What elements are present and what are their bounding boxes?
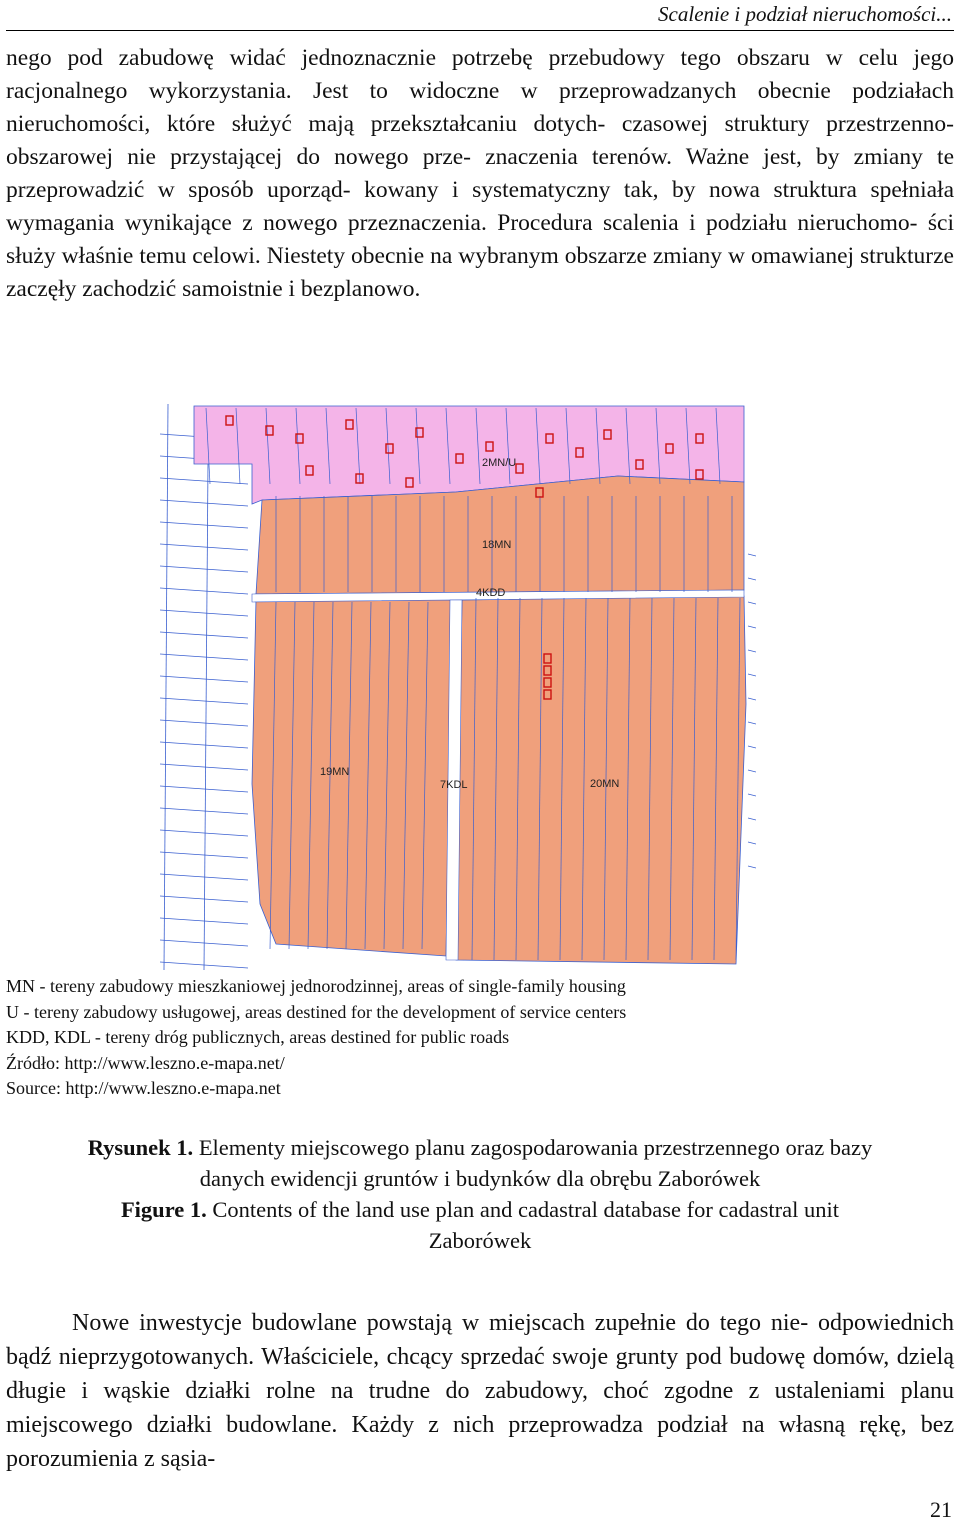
paragraph-line: ści służy właśnie temu celowi. Niestety obecnie na wybranym obszarze zmiany: [6, 210, 954, 269]
caption-label: Rysunek 1.: [87, 1135, 194, 1160]
paragraph-line: nego pod zabudowę widać jednoznacznie potrzebę przebudowy tego obszaru: [6, 45, 810, 71]
paragraph-line: kowany i systematyczny tak, by nowa struktura spełniała wymagania: [6, 177, 955, 236]
legend-line: Source: http://www.leszno.e-mapa.net: [6, 1078, 281, 1098]
paragraph-line: Nowe inwestycje budowlane powstają w miejscach zupełnie do tego nie-: [72, 1310, 809, 1336]
paragraph-line: Każdy z nich przeprowadza podział na własną rękę, bez porozumienia z sąsia-: [6, 1412, 954, 1472]
paragraph-line: wynikające z nowego przeznaczenia. Procedura scalenia i podziału nieruchomo-: [124, 210, 918, 236]
figure-caption-en: [6, 1194, 954, 1256]
paragraph-line: zabudowy, choć zgodne z ustaleniami planu miejscowego działki budowlane.: [6, 1378, 955, 1438]
paragraph-line: obecnie podziałach nieruchomości, które służyć mają przekształcaniu dotych-: [6, 78, 954, 137]
caption-text: Elementy miejscowego planu zagospodarowania przestrzennego oraz bazy: [193, 1135, 873, 1160]
caption-label: Figure 1.: [120, 1197, 207, 1222]
map-legend: [6, 974, 626, 1102]
caption-text: Contents of the land use plan and cadastral database for cadastral unit: [206, 1197, 840, 1222]
map-zone-label: 2MN/U: [482, 457, 517, 469]
caption-text: Zaborówek: [428, 1228, 532, 1253]
paragraph-line: czasowej struktury przestrzenno-obszarowej nie przystającej do nowego prze-: [6, 111, 954, 170]
legend-line: U - tereny zabudowy usługowej, areas destined for the development of service centers: [6, 1001, 627, 1022]
legend-line: KDD, KDL - tereny dróg publicznych, areas destined for public roads: [6, 1027, 510, 1047]
header-rule: [6, 30, 954, 31]
caption-text: danych ewidencji gruntów i budynków dla obrębu Zaborówek: [199, 1166, 761, 1191]
paragraph-2: [6, 1306, 954, 1476]
legend-line: MN - tereny zabudowy mieszkaniowej jednorodzinnej, areas of single-family housing: [6, 976, 626, 996]
paragraph-1: [6, 42, 954, 306]
legend-line: Źródło: http://www.leszno.e-mapa.net/: [6, 1052, 285, 1073]
paragraph-line: w celu jego racjonalnego wykorzystania. Jest to widoczne w przeprowadzanych: [6, 45, 955, 104]
map-zone-label: 19MN: [320, 766, 350, 778]
paragraph-line: odpowiednich bądź nieprzygotowanych. Właściciele, chcący sprzedać swoje: [6, 1310, 955, 1370]
running-header: Scalenie i podział nieruchomości...: [658, 2, 952, 26]
land-use-map: [156, 404, 756, 970]
housing-zone-19mn: [252, 600, 452, 956]
figure-caption-pl: [6, 1132, 954, 1194]
map-zone-label: 4KDD: [476, 587, 506, 599]
paragraph-line: w omawianej strukturze zaczęły zachodzić samoistnie i bezplanowo.: [6, 243, 954, 302]
map-zone-label: 7KDL: [440, 779, 468, 791]
map-zone-label: 20MN: [590, 778, 620, 790]
paragraph-line: grunty pod budowę domów, dzielą długie i wąskie działki rolne na trudne do: [6, 1344, 954, 1404]
paragraph-line: znaczenia terenów. Ważne jest, by zmiany te przeprowadzić w sposób uporząd-: [6, 144, 954, 203]
page-number: 21: [930, 1497, 952, 1522]
map-zone-label: 18MN: [482, 539, 512, 551]
